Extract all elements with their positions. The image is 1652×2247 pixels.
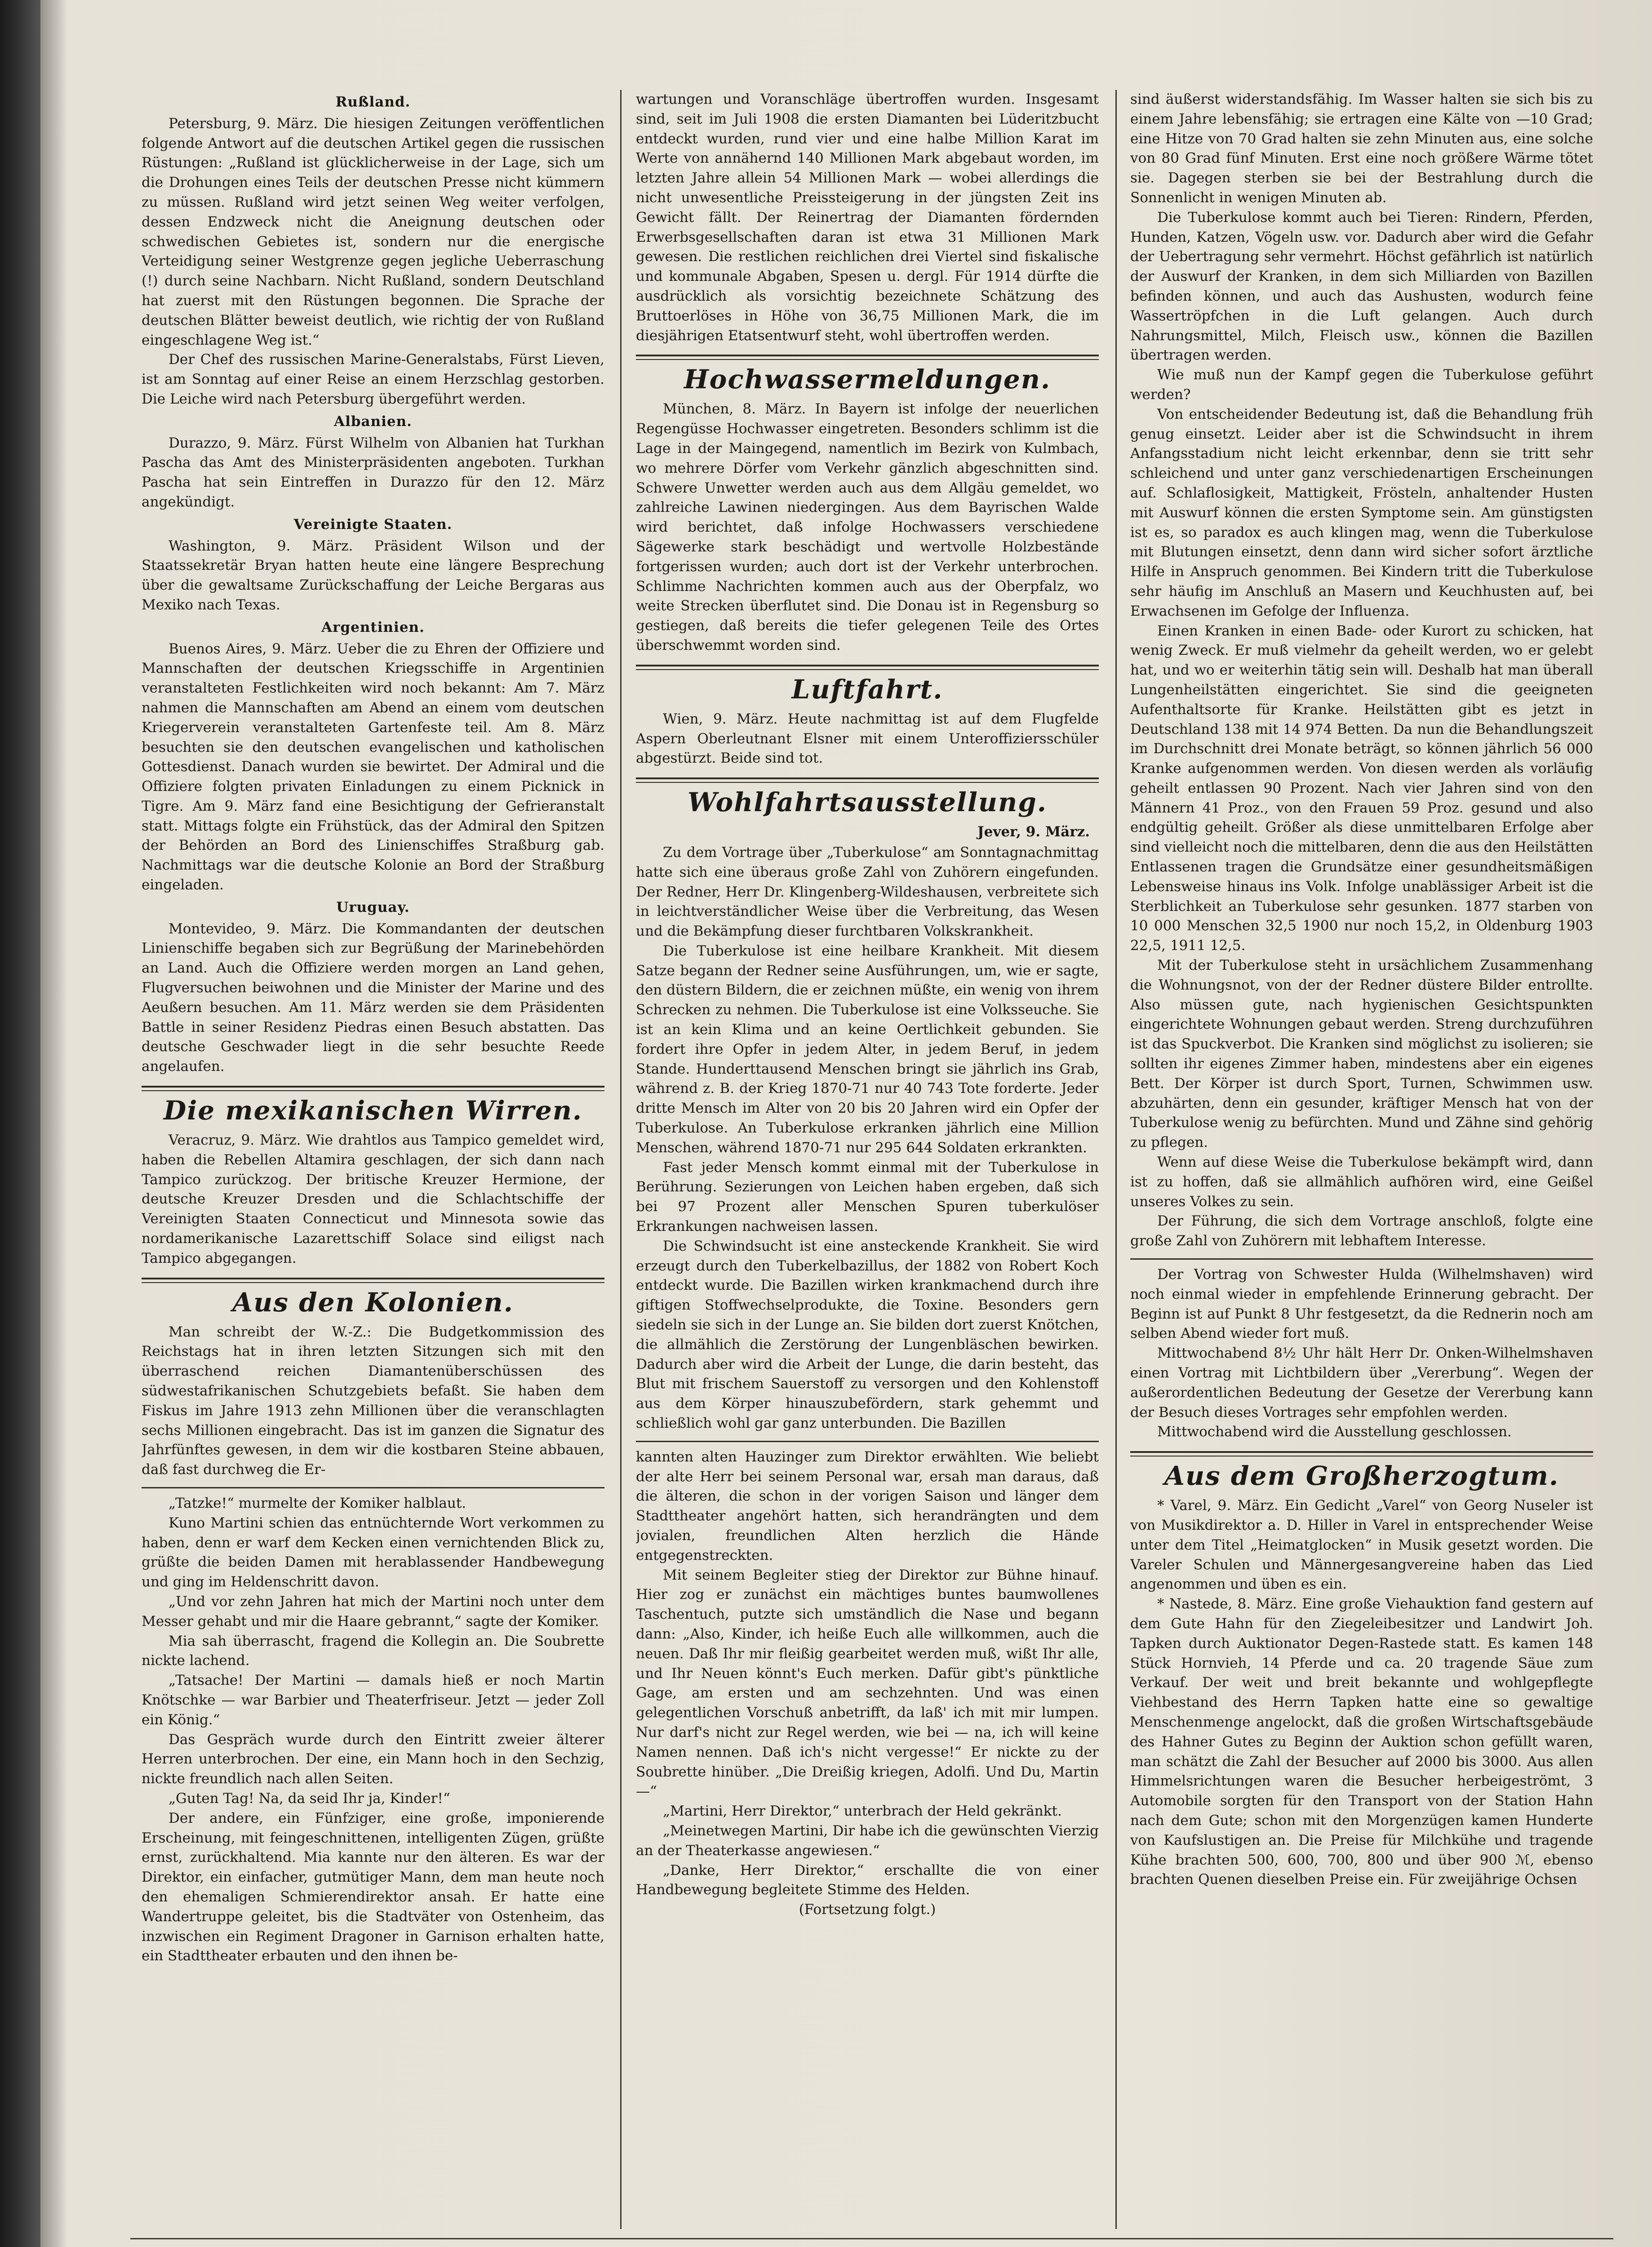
serial-paragraph: „Tatzke!“ murmelte der Komiker halblaut. (169, 1495, 466, 1511)
section-divider (142, 1278, 604, 1283)
section-subhead-usa: Vereinigte Staaten. (293, 516, 453, 533)
article-paragraph: Veracruz, 9. März. Wie drahtlos aus Tampico gemeldet wird, haben die Rebellen Altamira geschlagen, der sich dann nach Tampico zurückzog. Der britische Kreuzer Hermione, der deutsche Kreuzer Dresden und die Schlachtschiffe der Vereinigten Staaten Connecticut und Minnesota sowie das nordamerikanische Lazarettschiff Solace sind eiligst nach Tampico abgegangen. (142, 1132, 604, 1266)
article-paragraph: Man schreibt der W.-Z.: Die Budgetkommission des Reichstags hat in ihren letzten Sitzungen sich mit den überraschend reichen Diamantenüberschüssen des südwestafrikanischen Schutzgebiets befaßt. Sie haben dem Fiskus im Jahre 1913 zehn Millionen über die veranschlagten sechs Millionen eingebracht. Das ist im ganzen die Signatur des Jahrfünftes gewesen, in dem wir die kostbaren Steine abbauen, daß fast durchweg die Er- (142, 1323, 604, 1478)
headline-wohlfahrt: Wohlfahrtsausstellung. (688, 787, 1047, 818)
section-subhead-argentinien: Argentinien. (321, 619, 425, 635)
section-divider (1130, 1451, 1593, 1457)
article-paragraph: Fast jeder Mensch kommt einmal mit der Tuberkulose in Berührung. Sezierungen von Leichen haben ergeben, daß sich bei 97 Prozent aller Menschen Spuren tuberkulöser Erkrankungen nachweisen lassen. (636, 1159, 1099, 1235)
article-paragraph: München, 8. März. In Bayern ist infolge der neuerlichen Regengüsse Hochwasser eingetreten. Besonders schlimm ist die Lage in der Maingegend, namentlich im Bezirk von Kulmbach, wo mehrere Dörfer vom Verkehr gänzlich abgeschnitten sind. Schwere Unwetter werden auch aus dem Allgäu gemeldet, wo zahlreiche Lawinen niedergingen. Aus dem Bayrischen Walde wird berichtet, daß infolge Hochwassers verschiedene Sägewerke stark beschädigt und wertvolle Holzbestände fortgerissen wurden; auch dort ist der Verkehr unterbrochen. Schlimme Nachrichten kommen auch aus der Oberpfalz, wo weite Strecken überflutet sind. Die Donau ist in Regensburg so gestiegen, daß bereits die tiefer gelegenen Teile des Ortes überschwemmt worden sind. (636, 401, 1099, 653)
serial-paragraph: „Martini, Herr Direktor,“ unterbrach der Held gekränkt. (663, 1803, 1062, 1820)
continuation-note: (Fortsetzung folgt.) (799, 1901, 936, 1918)
article-paragraph: sind äußerst widerstandsfähig. Im Wasser halten sie sich bis zu einem Jahre lebensfähig; sie ertragen eine Kälte von —10 Grad; eine Hitze von 70 Grad halten sie zehn Minuten aus, eine solche von 80 Grad fünf Minuten. Erst eine noch größere Wärme tötet sie. Dagegen sterben sie bei der Bestrahlung durch die Sonnenlicht in wenigen Minuten ab. (1130, 91, 1593, 206)
section-divider (636, 355, 1099, 360)
section-subhead-russland: Rußland. (335, 94, 411, 110)
article-paragraph: Washington, 9. März. Präsident Wilson und der Staatssekretär Bryan hatten heute eine längere Besprechung über die gewaltsame Zurückschaffung der Leiche Bergaras aus Mexiko nach Texas. (142, 537, 604, 613)
article-paragraph: Die Tuberkulose kommt auch bei Tieren: Rindern, Pferden, Hunden, Katzen, Vögeln usw. vor. Dadurch aber wird die Gefahr der Uebertragung sehr vermehrt. Höchst gefährlich ist natürlich der Auswurf der Kranken, in dem sich Milliarden von Bazillen befinden können, und auch das Aushusten, wodurch feine Wassertröpfchen in die Luft gelangen. Auch durch Nahrungsmittel, Milch, Fleisch usw., können die Bazillen übertragen werden. (1130, 209, 1593, 364)
section-subhead-uruguay: Uruguay. (336, 899, 410, 915)
article-paragraph: Der Vortrag von Schwester Hulda (Wilhelmshaven) wird noch einmal wieder in empfehlende Erinnerung gebracht. Der Beginn ist auf Punkt 8 Uhr festgesetzt, da die Rednerin noch am selben Abend wieder fort muß. (1130, 1266, 1593, 1342)
article-paragraph: * Nastede, 8. März. Eine große Viehauktion fand gestern auf dem Gute Hahn für den Ziegeleibesitzer und Landwirt Joh. Tapken durch Auktionator Degen-Rastede statt. Es kamen 148 Stück Hornvieh, 14 Pferde und ca. 20 tragende Säue zum Verkauf. Der weit und breit bekannte und wohlgepflegte Viehbestand des Herrn Tapken hatte eine so gewaltige Menschenmenge angelockt, daß die großen Wirtschaftsgebäude des Hahner Gutes zu Beginn der Auktion schon gefüllt waren, man schätzt die Zahl der Besucher auf 2000 bis 3000. Aus allen Himmelsrichtungen waren die Besucher herbeigeströmt, 3 Automobile sorgten für den Transport von der Station Hahn nach dem Gute; schon mit den Morgenzügen kamen Hunderte von Kaufslustigen an. Die Preise für Milchkühe und tragende Kühe brachten 500, 600, 700, 800 und über 900 ℳ, ebenso brachten Quenen dieselben Preise ein. Für zweijährige Ochsen (1130, 1596, 1593, 1888)
column-1 (142, 90, 604, 2229)
article-paragraph: Montevideo, 9. März. Die Kommandanten der deutschen Linienschiffe begaben sich zur Begrüßung der Marinebehörden an Land. Auch die Offiziere werden morgen an Land gehen, Flugversuchen beiwohnen und die Minister der Marine und des Aeußern besuchen. Am 11. März werden sie dem Präsidenten Battle in seiner Residenz Piedras einen Besuch abstatten. Das deutsche Geschwader liegt in die sehr besuchte Reede angelaufen. (142, 920, 604, 1075)
article-paragraph: Mittwochabend 8½ Uhr hält Herr Dr. Onken-Wilhelmshaven einen Vortrag mit Lichtbildern über „Vererbung“. Wegen der außerordentlichen Bedeutung der Gesetze der Vererbung kann der Besuch dieses Vortrages sehr empfohlen werden. (1130, 1345, 1593, 1421)
newspaper-page (40, 0, 1652, 2247)
article-paragraph: Die Schwindsucht ist eine ansteckende Krankheit. Sie wird erzeugt durch den Tuberkelbazillus, der 1882 von Robert Koch entdeckt wurde. Die Bazillen wirken krankmachend durch ihre giftigen Stoffwechselprodukte, die Toxine. Besonders gern siedeln sie sich in der Lunge an. Sie bilden dort zuerst Knötchen, die allmählich die Zerstörung der Lungenbläschen bewirken. Dadurch aber wird die Arbeit der Lunge, die darin besteht, das Blut mit frischem Sauerstoff zu versorgen und den Kohlenstoff aus dem Körper hinauszubefördern, stark gehemmt und schließlich wohl gar ganz unterbunden. Die Bazillen (636, 1238, 1099, 1432)
article-paragraph: Von entscheidender Bedeutung ist, daß die Behandlung früh genug einsetzt. Leider aber ist die Schwindsucht in ihrem Anfangsstadium nicht leicht erkennbar, denn sie tritt sehr schleichend und unter ganz verschiedenartigen Erscheinungen auf. Schlaflosigkeit, Mattigkeit, Frösteln, anhaltender Husten mit Auswurf können die ersten Symptome sein. Am günstigsten ist es, so paradox es auch klingen mag, wenn die Tuberkulose mit Blutungen einsetzt, denn dann wird sicher sofort ärztliche Hilfe in Anspruch genommen. Bei Kindern tritt die Tuberkulose sehr häufig im Anschluß an Masern und Keuchhusten auf, bei Erwachsenen im Gefolge der Influenza. (1130, 406, 1593, 619)
section-subhead-albanien: Albanien. (334, 413, 412, 430)
serial-paragraph: kannten alten Hauzinger zum Direktor erwählten. Wie beliebt der alte Herr bei seinem Personal war, ersah man daraus, daß die älteren, die schon in der vorigen Saison und länger dem Stadttheater angehört hatten, sich herandrängten und dem jovialen, freundlichen Alten herzlich die Hände entgegenstreckten. (636, 1448, 1099, 1563)
article-paragraph: Durazzo, 9. März. Fürst Wilhelm von Albanien hat Turkhan Pascha das Amt des Ministerpräsidenten angeboten. Turkhan Pascha hat sein Eintreffen in Durazzo für den 12. März angekündigt. (142, 435, 604, 510)
serial-paragraph: „Guten Tag! Na, da seid Ihr ja, Kinder!“ (169, 1790, 450, 1807)
column-3 (1130, 90, 1593, 2229)
article-paragraph: * Varel, 9. März. Ein Gedicht „Varel“ von Georg Nuseler ist von Musikdirektor a. D. Hiller in Varel in entsprechender Weise unter dem Titel „Heimatglocken“ in Musik gesetzt worden. Die Vareler Schulen und Männergesangvereine haben das Lied angenommen und üben es ein. (1130, 1497, 1593, 1593)
section-divider (636, 777, 1099, 783)
article-paragraph: Die Tuberkulose ist eine heilbare Krankheit. Mit diesem Satze begann der Redner seine Ausführungen, um, wie er sagte, den düstern Bildern, die er zeichnen müßte, ein wenig von ihrem Schrecken zu nehmen. Die Tuberkulose ist eine Volksseuche. Sie ist an kein Klima und an keine Oertlichkeit gebunden. Sie fordert ihre Opfer in jedem Alter, in jedem Beruf, in jedem Stande. Hunderttausend Menschen bringt sie jährlich ins Grab, während z. B. der Krieg 1870-71 nur 40 743 Tote forderte. Jeder dritte Mensch im Alter von 20 bis 20 Jahren wird ein Opfer der Tuberkulose. An Tuberkulose erkranken jährlich eine Million Menschen, während 1870-71 nur 295 644 Soldaten erkrankten. (636, 942, 1099, 1156)
article-paragraph: Der Führung, die sich dem Vortrage anschloß, folgte eine große Zahl von Zuhörern mit lebhaftem Interesse. (1130, 1213, 1593, 1249)
book-binding-edge (0, 0, 40, 2247)
article-paragraph: Zu dem Vortrage über „Tuberkulose“ am Sonntagnachmittag hatte sich eine überaus große Zahl von Zuhörern eingefunden. Der Redner, Herr Dr. Klingenberg-Wildeshausen, verbreitete sich in leichtverständlicher Weise über die Verbreitung, das Wesen und die Bekämpfung dieser furchtbaren Volkskrankheit. (636, 844, 1099, 940)
headline-mexiko: Die mexikanischen Wirren. (163, 1095, 583, 1126)
dateline: Jever, 9. März. (977, 824, 1090, 840)
article-paragraph: Wien, 9. März. Heute nachmittag ist auf dem Flugfelde Aspern Oberleutnant Elsner mit einem Unteroffiziersschüler abgestürzt. Beide sind tot. (636, 711, 1099, 767)
article-paragraph: Mit der Tuberkulose steht in ursächlichem Zusammenhang die Wohnungsnot, von der der Redner düstere Bilder entrollte. Also müssen gute, nach hygienischen Gesichtspunkten eingerichtete Wohnungen gebaut werden. Streng durchzuführen ist das Spuckverbot. Die Kranken sind möglichst zu isolieren; sie sollten ihr eigenes Zimmer haben, mindestens aber ein eigenes Bett. Der Körper ist durch Sport, Turnen, Schwimmen usw. abzuhärten, denn ein gesunder, kräftiger Mensch hat von der Tuberkulose wenig zu befürchten. Mund und Zähne sind gehörig zu pflegen. (1130, 957, 1593, 1151)
article-paragraph: Der Chef des russischen Marine-Generalstabs, Fürst Lieven, ist am Sonntag auf einer Reise an einem Herzschlag gestorben. Die Leiche wird nach Petersburg übergeführt werden. (142, 351, 604, 407)
headline-kolonien: Aus den Kolonien. (232, 1287, 514, 1318)
column-2 (636, 90, 1099, 2229)
serial-paragraph: „Tatsache! Der Martini — damals hieß er noch Martin Knötschke — war Barbier und Theaterfriseur. Jetzt — jeder Zoll ein König.“ (142, 1672, 604, 1728)
article-paragraph: Wenn auf diese Weise die Tuberkulose bekämpft wird, dann ist zu hoffen, daß sie allmählich aufhören wird, eine Geißel unseres Volkes zu sein. (1130, 1154, 1593, 1210)
paragraph-divider (1130, 1258, 1593, 1260)
column-rule (1115, 90, 1117, 2229)
serial-paragraph: Mia sah überrascht, fragend die Kollegin an. Die Soubrette nickte lachend. (142, 1633, 604, 1669)
article-paragraph: Petersburg, 9. März. Die hiesigen Zeitungen veröffentlichen folgende Antwort auf die deutschen Artikel gegen die russischen Rüstungen: „Rußland ist glücklicherweise in der Lage, sich um die Drohungen eines Teils der deutschen Presse nicht kümmern zu müssen. Rußland wird jetzt seinen Weg weiter verfolgen, dessen Endzweck nicht die Aneignung deutschen oder schwedischen Gebietes ist, sondern nur die energische Verteidigung seiner Westgrenze gegen jegliche Ueberraschung (!) durch seine Nachbarn. Nicht Rußland, sondern Deutschland hat zuerst mit den Rüstungen begonnen. Die Sprache der deutschen Blätter beweist deutlich, wie richtig der von Rußland eingeschlagene Weg ist.“ (142, 115, 604, 348)
serial-paragraph: Kuno Martini schien das entnüchternde Wort verkommen zu haben, denn er warf dem Kecken einen vernichtenden Blick zu, grüßte die beiden Damen mit herablassender Handbewegung und ging im Heldenschritt davon. (142, 1514, 604, 1590)
column-rule (620, 90, 622, 2229)
serial-paragraph: „Und vor zehn Jahren hat mich der Martini noch unter dem Messer gehabt und mir die Haare gebrannt,“ sagte der Komiker. (142, 1593, 604, 1630)
article-paragraph: Mittwochabend wird die Ausstellung geschlossen. (1157, 1424, 1512, 1440)
section-divider (142, 1086, 604, 1091)
headline-hochwasser: Hochwassermeldungen. (684, 364, 1051, 395)
serial-paragraph: Der andere, ein Fünfziger, eine große, imponierende Erscheinung, mit feingeschnittenen, intelligenten Zügen, grüßte ernst, zurückhaltend. Mia kannte nur den älteren. Es war der Direktor, ein einfacher, gutmütiger Mann, dem man heute noch den ehemaligen Schmierendirektor ansah. Er hatte eine Wandertruppe geleitet, bis die Stadtväter von Ostenheim, das inzwischen ein Regiment Dragoner in Garnison erhalten hatte, ein Stadttheater erbauten und den ihnen be- (142, 1810, 604, 1964)
serial-paragraph: „Danke, Herr Direktor,“ erschallte die von einer Handbewegung begleitete Stimme des Helden. (636, 1862, 1099, 1898)
headline-luftfahrt: Luftfahrt. (791, 674, 943, 705)
section-divider (636, 665, 1099, 670)
feuilleton-divider (636, 1441, 1099, 1442)
headline-grossherzogtum: Aus dem Großherzogtum. (1164, 1461, 1559, 1492)
article-paragraph: Einen Kranken in einen Bade- oder Kurort zu schicken, hat wenig Zweck. Er muß vielmehr da geheilt werden, wo er gelebt hat, und wo er weiterhin tätig sein will. Deshalb hat man überall Lungenheilstätten eingerichtet. Sie sind die geeigneten Aufenthaltsorte für Kranke. Heilstätten gibt es jetzt in Deutschland 138 mit 14 974 Betten. Da nun die Behandlungszeit im Durchschnitt drei Monate beträgt, so können jährlich 56 000 Kranke aufgenommen werden. Von diesen werden als vorläufig geheilt entlassen 90 Prozent. Nach vier Jahren sind von den Männern 41 Proz., von den Frauen 59 Proz. gesund und also endgültig geheilt. Größer als diese unmittelbaren Erfolge aber sind vielleicht noch die mittelbaren, denn die aus den Heilstätten Entlassenen tragen die Grundsätze einer gesundheitsmäßigen Lebensweise hinaus ins Volk. Infolge unablässiger Arbeit ist die Sterblichkeit an Tuberkulose sehr gesunken. 1877 starben von 10 000 Menschen 32,5 1900 nur noch 15,2, in Oldenburg 1903 22,5, 1911 12,5. (1130, 622, 1593, 954)
article-paragraph: Buenos Aires, 9. März. Ueber die zu Ehren der Offiziere und Mannschaften der deutschen Kriegsschiffe in Argentinien veranstalteten Festlichkeiten wird noch bekannt: Am 7. März nahmen die Mannschaften am Abend an einem vom deutschen Kriegerverein veranstalteten Gartenfeste teil. Am 8. März besuchten sie den deutschen evangelischen und katholischen Gottesdienst. Danach wurden sie bewirtet. Der Admiral und die Offiziere folgten privaten Einladungen zu einem Picknick in Tigre. Am 9. März fand eine Besichtigung der Gefrieranstalt statt. Mittags folgte ein Frühstück, das der Admiral den Spitzen der Behörden an Bord des Linienschiffes Straßburg gab. Nachmittags war die deutsche Kolonie an Bord der Straßburg eingeladen. (142, 640, 604, 893)
feuilleton-divider (142, 1487, 604, 1488)
bottom-rule (130, 2238, 1613, 2239)
serial-paragraph: Das Gespräch wurde durch den Eintritt zweier älterer Herren unterbrochen. Der eine, ein Mann hoch in den Sechzig, nickte freundlich nach allen Seiten. (142, 1731, 604, 1787)
serial-paragraph: Mit seinem Begleiter stieg der Direktor zur Bühne hinauf. Hier zog er zunächst ein mächtiges buntes baumwollenes Taschentuch, putzte sich umständlich die Nase und begann dann: „Also, Kinder, ich heiße Euch alle willkommen, auch die neuen. Daß Ihr mir fleißig gearbeitet werden muß, wißt Ihr alle, und Ihr Neuen könnt's Euch merken. Dafür gibt's pünktliche Gage, am ersten und am sechzehnten. Und was einen gelegentlichen Vorschuß anbetrifft, da laß' ich mit mir lumpen. Nur darf's nicht zur Regel werden, wie bei — na, ich will keine Namen nennen. Daß ich's nicht vergesse!“ Er nickte zu der Soubrette hinüber. „Die Dreißig kriegen, Adolfi. Und Du, Martin —“ (636, 1567, 1099, 1800)
page-gutter-shadow (40, 0, 67, 2247)
article-paragraph: Wie muß nun der Kampf gegen die Tuberkulose geführt werden? (1130, 367, 1593, 403)
article-paragraph: wartungen und Voranschläge übertroffen wurden. Insgesamt sind, seit im Juli 1908 die ersten Diamanten bei Lüderitzbucht entdeckt wurden, rund vier und eine halbe Million Karat im Werte von annähernd 140 Millionen Mark abgebaut worden, im letzten Jahre allein 54 Millionen Mark — wobei allerdings die nicht unwesentliche Preissteigerung in der jüngsten Zeit ins Gewicht fällt. Der Reinertrag der Diamanten fördernden Erwerbsgesellschaften daran ist etwa 31 Millionen Mark gewesen. Die restlichen reichlichen drei Viertel sind fiskalische und kommunale Abgaben, Spesen u. dergl. Für 1914 dürfte die ausdrücklich als vorsichtig bezeichnete Schätzung des Bruttoerlöses in Höhe von 36,75 Millionen Mark, die im diesjährigen Etatsentwurf steht, wohl übertroffen werden. (636, 91, 1099, 344)
serial-paragraph: „Meinetwegen Martini, Dir habe ich die gewünschten Vierzig an der Theaterkasse angewiesen.“ (636, 1822, 1099, 1859)
